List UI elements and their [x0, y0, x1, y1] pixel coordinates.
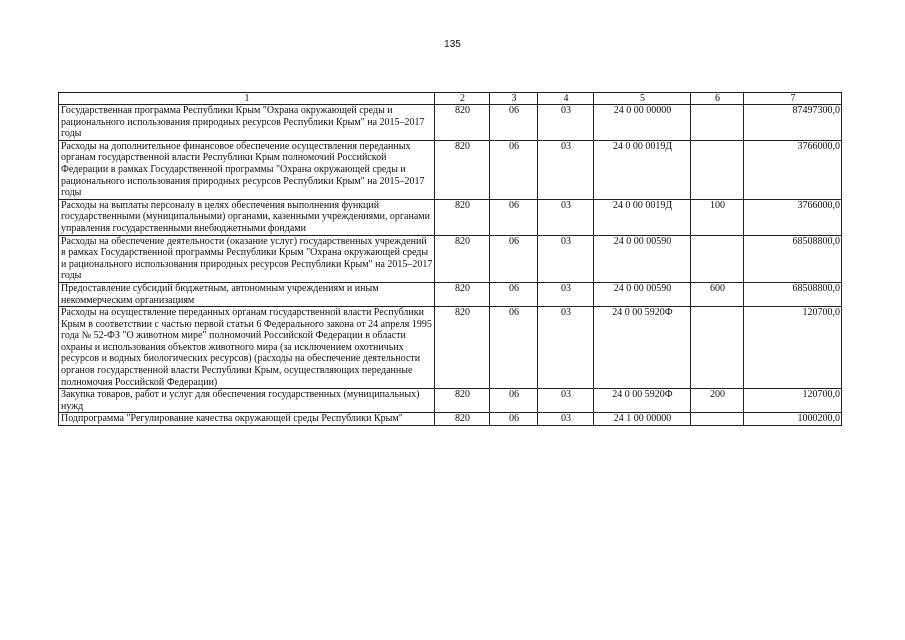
target-code: 24 0 00 0019Д [594, 140, 691, 199]
target-code: 24 0 00 0019Д [594, 199, 691, 235]
row-name: Государственная программа Республики Крым "Охрана окружающей среды и рационального использования природных ресурсов Республики Крым" на 2015–2017 годы [59, 105, 435, 141]
section-code: 06 [490, 413, 538, 426]
amount: 68508800,0 [744, 282, 842, 306]
subsection-code: 03 [538, 199, 594, 235]
amount: 3766000,0 [744, 140, 842, 199]
amount: 120700,0 [744, 307, 842, 389]
amount: 1000200,0 [744, 413, 842, 426]
row-name: Предоставление субсидий бюджетным, автономным учреждениям и иным некоммерческим организациям [59, 282, 435, 306]
section-code: 06 [490, 235, 538, 282]
subsection-code: 03 [538, 413, 594, 426]
section-code: 06 [490, 199, 538, 235]
table-row [59, 413, 842, 426]
ministry-code: 820 [435, 413, 490, 426]
subsection-code: 03 [538, 307, 594, 389]
expense-type-code [691, 235, 744, 282]
row-name: Расходы на обеспечение деятельности (оказание услуг) государственных учреждений в рамках Государственной программы Республики Крым "Охрана окружающей среды и рационального использования природных ресурсов Республики Крым" на 2015–2017 годы [59, 235, 435, 282]
table-row [59, 140, 842, 199]
ministry-code: 820 [435, 199, 490, 235]
target-code: 24 0 00 5920Ф [594, 389, 691, 413]
section-code: 06 [490, 389, 538, 413]
subsection-code: 03 [538, 389, 594, 413]
table-row [59, 282, 842, 306]
amount: 120700,0 [744, 389, 842, 413]
target-code: 24 0 00 5920Ф [594, 307, 691, 389]
subsection-code: 03 [538, 140, 594, 199]
subsection-code: 03 [538, 282, 594, 306]
column-header: 4 [538, 93, 594, 105]
expense-type-code [691, 307, 744, 389]
column-header: 5 [594, 93, 691, 105]
table-row [59, 235, 842, 282]
amount: 3766000,0 [744, 199, 842, 235]
ministry-code: 820 [435, 105, 490, 141]
expense-type-code [691, 413, 744, 426]
target-code: 24 0 00 00590 [594, 235, 691, 282]
section-code: 06 [490, 307, 538, 389]
section-code: 06 [490, 282, 538, 306]
row-name: Закупка товаров, работ и услуг для обеспечения государственных (муниципальных) нужд [59, 389, 435, 413]
column-header: 7 [744, 93, 842, 105]
column-header: 2 [435, 93, 490, 105]
target-code: 24 0 00 00000 [594, 105, 691, 141]
ministry-code: 820 [435, 235, 490, 282]
target-code: 24 0 00 00590 [594, 282, 691, 306]
expense-type-code: 600 [691, 282, 744, 306]
expense-type-code [691, 140, 744, 199]
ministry-code: 820 [435, 307, 490, 389]
amount: 87497300,0 [744, 105, 842, 141]
table-row [59, 389, 842, 413]
column-header: 1 [59, 93, 435, 105]
subsection-code: 03 [538, 235, 594, 282]
target-code: 24 1 00 00000 [594, 413, 691, 426]
table-row [59, 105, 842, 141]
column-header: 6 [691, 93, 744, 105]
ministry-code: 820 [435, 282, 490, 306]
row-name: Расходы на дополнительное финансовое обеспечение осуществления переданных органам государственной власти Республики Крым полномочий Российской Федерации в рамках Государственной программы "Охрана окружающей среды и рационального использования природных ресурсов Республики Крым" на 2015–2017 годы [59, 140, 435, 199]
section-code: 06 [490, 105, 538, 141]
page-number: 135 [444, 39, 461, 50]
expense-type-code: 100 [691, 199, 744, 235]
table-row [59, 199, 842, 235]
row-name: Расходы на осуществление переданных органам государственной власти Республики Крым в соответствии с частью первой статьи 6 Федерального закона от 24 апреля 1995 года № 52-ФЗ "О животном мире" полномочий Российской Федерации в области охраны и использования объектов животного мира (за исключением охотничьих ресурсов и водных биологических ресурсов) (расходы на обеспечение деятельности органов государственной власти Республики Крым, осуществляющих переданные полномочия Российской Федерации) [59, 307, 435, 389]
amount: 68508800,0 [744, 235, 842, 282]
column-header: 3 [490, 93, 538, 105]
section-code: 06 [490, 140, 538, 199]
table-row [59, 307, 842, 389]
row-name: Подпрограмма "Регулирование качества окружающей среды Республики Крым" [59, 413, 435, 426]
subsection-code: 03 [538, 105, 594, 141]
ministry-code: 820 [435, 140, 490, 199]
expense-type-code [691, 105, 744, 141]
row-name: Расходы на выплаты персоналу в целях обеспечения выполнения функций государственными (муниципальными) органами, казенными учреждениями, органами управления государственными внебюджетными фондами [59, 199, 435, 235]
header-row [59, 93, 842, 105]
budget-table [58, 92, 842, 426]
expense-type-code: 200 [691, 389, 744, 413]
ministry-code: 820 [435, 389, 490, 413]
